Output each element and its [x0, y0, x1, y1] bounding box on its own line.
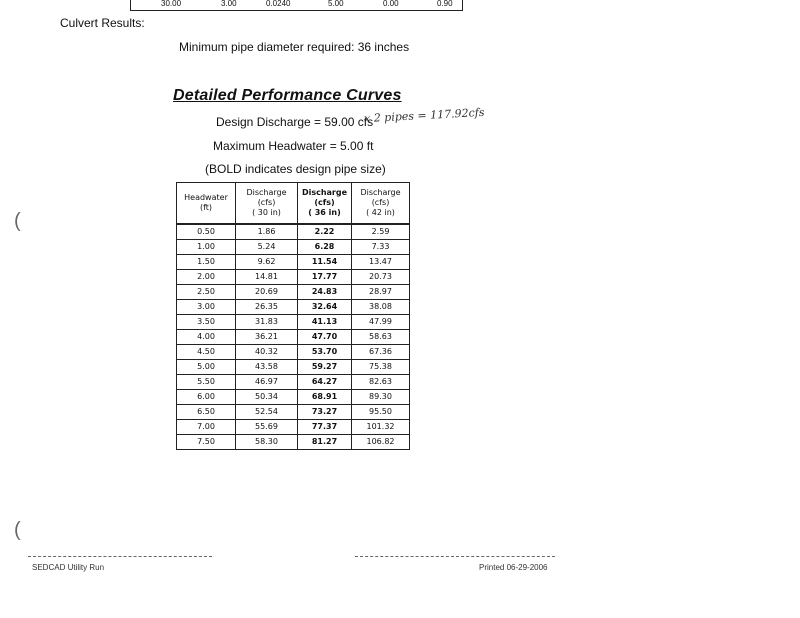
table-cell: 36.21	[236, 330, 298, 345]
culvert-results-heading: Culvert Results:	[60, 16, 145, 30]
table-cell: 43.58	[236, 360, 298, 375]
minimum-pipe-text: Minimum pipe diameter required: 36 inches	[179, 40, 410, 54]
table-row	[177, 360, 410, 375]
footer-rule	[355, 556, 555, 557]
top-row-cell: 5.00	[328, 0, 344, 8]
table-cell: 0.50	[177, 224, 236, 240]
table-row	[177, 345, 410, 360]
table-row	[177, 375, 410, 390]
table-cell: 89.30	[352, 390, 410, 405]
table-cell: 2.59	[352, 224, 410, 240]
table-cell: 9.62	[236, 255, 298, 270]
handwritten-annotation: x 2 pipes = 117.92cfs	[363, 105, 485, 126]
table-row	[177, 390, 410, 405]
header-headwater	[177, 183, 236, 225]
previous-table-row	[130, 0, 463, 11]
header-line: Discharge	[301, 188, 348, 197]
table-cell: 31.83	[236, 315, 298, 330]
header-discharge-36	[298, 183, 352, 225]
table-cell: 11.54	[298, 255, 352, 270]
footer-right-text: Printed 06-29-2006	[479, 563, 548, 572]
table-cell: 1.00	[177, 240, 236, 255]
table-cell: 26.35	[236, 300, 298, 315]
table-cell: 20.69	[236, 285, 298, 300]
table-cell: 7.00	[177, 420, 236, 435]
table-cell: 101.32	[352, 420, 410, 435]
table-cell: 64.27	[298, 375, 352, 390]
table-row	[177, 420, 410, 435]
header-line: ( 42 in)	[366, 208, 395, 217]
top-row-cell: 0.90	[437, 0, 453, 8]
header-line: Discharge	[246, 188, 287, 197]
header-line: ( 30 in)	[252, 208, 281, 217]
table-row	[177, 300, 410, 315]
table-cell: 47.70	[298, 330, 352, 345]
table-cell: 2.00	[177, 270, 236, 285]
table-cell: 6.50	[177, 405, 236, 420]
maximum-headwater: Maximum Headwater = 5.00 ft	[213, 139, 374, 153]
table-cell: 24.83	[298, 285, 352, 300]
performance-curves-title: Detailed Performance Curves	[173, 87, 402, 104]
table-cell: 1.50	[177, 255, 236, 270]
table-row	[177, 435, 410, 450]
performance-table	[176, 182, 410, 450]
table-cell: 32.64	[298, 300, 352, 315]
table-cell: 53.70	[298, 345, 352, 360]
table-cell: 1.86	[236, 224, 298, 240]
table-cell: 46.97	[236, 375, 298, 390]
table-cell: 7.33	[352, 240, 410, 255]
header-discharge-30	[236, 183, 298, 225]
table-cell: 77.37	[298, 420, 352, 435]
table-cell: 58.63	[352, 330, 410, 345]
table-cell: 20.73	[352, 270, 410, 285]
table-cell: 47.99	[352, 315, 410, 330]
table-cell: 5.50	[177, 375, 236, 390]
table-cell: 67.36	[352, 345, 410, 360]
table-cell: 52.54	[236, 405, 298, 420]
table-row	[177, 240, 410, 255]
table-cell: 41.13	[298, 315, 352, 330]
table-cell: 6.28	[298, 240, 352, 255]
table-cell: 13.47	[352, 255, 410, 270]
table-row	[177, 224, 410, 240]
table-cell: 2.22	[298, 224, 352, 240]
design-discharge: Design Discharge = 59.00 cfs	[216, 115, 374, 129]
table-row	[177, 270, 410, 285]
scan-bracket-mark: (	[14, 519, 21, 541]
table-cell: 55.69	[236, 420, 298, 435]
table-cell: 5.24	[236, 240, 298, 255]
table-cell: 14.81	[236, 270, 298, 285]
table-cell: 2.50	[177, 285, 236, 300]
scan-bracket-mark: (	[14, 210, 21, 232]
table-header-row	[177, 183, 410, 225]
table-cell: 95.50	[352, 405, 410, 420]
table-row	[177, 405, 410, 420]
footer-rule	[28, 556, 212, 557]
table-cell: 4.00	[177, 330, 236, 345]
table-cell: 81.27	[298, 435, 352, 450]
table-cell: 3.00	[177, 300, 236, 315]
table-cell: 4.50	[177, 345, 236, 360]
table-row	[177, 330, 410, 345]
table-cell: 75.38	[352, 360, 410, 375]
table-cell: 58.30	[236, 435, 298, 450]
table-cell: 17.77	[298, 270, 352, 285]
top-row-cell: 30.00	[161, 0, 182, 8]
table-cell: 68.91	[298, 390, 352, 405]
bold-indicator-note: (BOLD indicates design pipe size)	[205, 162, 386, 176]
table-cell: 3.50	[177, 315, 236, 330]
header-line: (cfs)	[257, 198, 276, 207]
table-row	[177, 285, 410, 300]
table-cell: 6.00	[177, 390, 236, 405]
table-cell: 73.27	[298, 405, 352, 420]
table-cell: 82.63	[352, 375, 410, 390]
header-line: (cfs)	[314, 198, 335, 207]
table-cell: 40.32	[236, 345, 298, 360]
table-row	[177, 315, 410, 330]
header-line: (cfs)	[371, 198, 390, 207]
table-cell: 50.34	[236, 390, 298, 405]
header-line: ( 36 in)	[308, 208, 341, 217]
table-body	[177, 224, 410, 450]
footer-left-text: SEDCAD Utility Run	[32, 563, 105, 572]
header-line: (ft)	[199, 203, 213, 212]
top-row-cell: 3.00	[221, 0, 237, 8]
table-cell: 28.97	[352, 285, 410, 300]
header-line: Headwater	[184, 193, 228, 202]
table-cell: 7.50	[177, 435, 236, 450]
header-discharge-42	[352, 183, 410, 225]
table-cell: 106.82	[352, 435, 410, 450]
table-cell: 38.08	[352, 300, 410, 315]
table-row	[177, 255, 410, 270]
top-row-cell: 0.00	[383, 0, 399, 8]
table-cell: 59.27	[298, 360, 352, 375]
top-row-cell: 0.0240	[266, 0, 291, 8]
table-cell: 5.00	[177, 360, 236, 375]
header-line: Discharge	[360, 188, 401, 197]
